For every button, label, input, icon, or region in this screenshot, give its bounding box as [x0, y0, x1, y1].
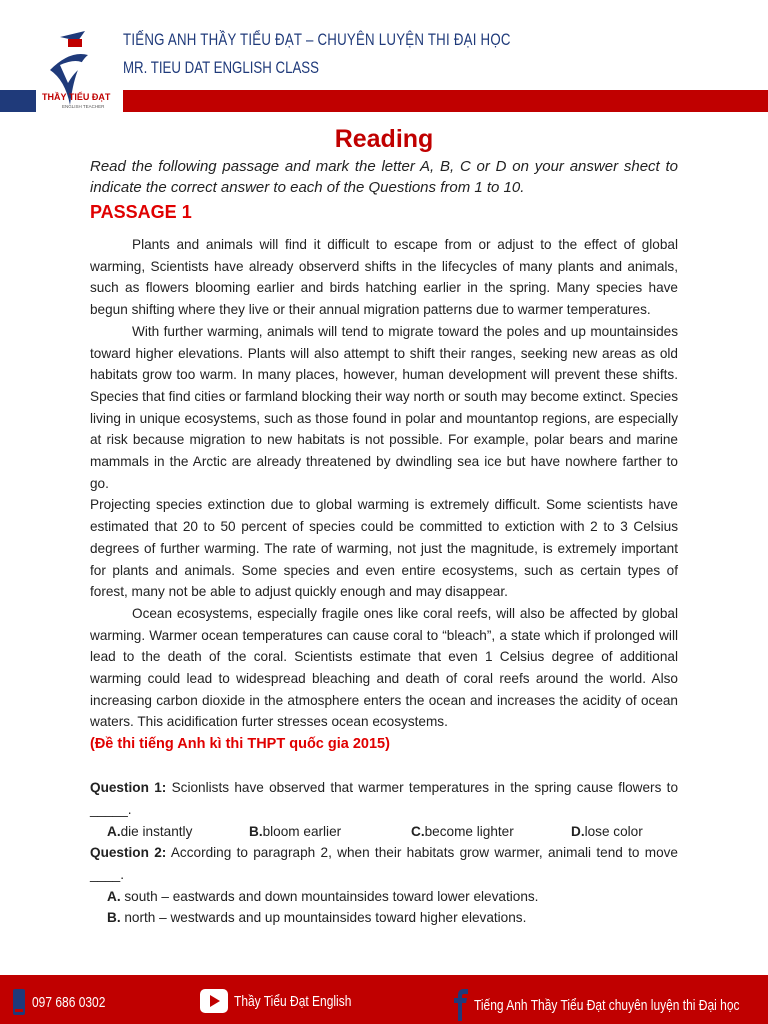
footer-youtube[interactable]: Thầy Tiểu Đạt English [200, 989, 381, 1013]
question-1 [90, 777, 678, 820]
youtube-icon [200, 989, 228, 1013]
question-1-options [90, 821, 678, 843]
footer-facebook[interactable]: Tiếng Anh Thầy Tiểu Đạt chuyên luyện thi Đại học [452, 989, 768, 1021]
option-b[interactable]: B.bloom earlier [249, 823, 342, 839]
question-text: According to paragraph 2, when their habitats grow warmer, animali tend to move ____. [90, 845, 678, 882]
page-title: Reading [334, 125, 434, 153]
facebook-icon [452, 989, 468, 1021]
option-d[interactable]: D.lose color [571, 823, 643, 839]
question-text: Scionlists have observed that warmer temperatures in the spring cause flowers to _____. [90, 780, 678, 817]
paragraph-3: Projecting species extinction due to global warming is extremely difficult. Some scientists have estimated that 20 to 50 percent of species could be committed to extiction with 2 to 3 Celsius degrees of further warming. The rate of warming, not just the magnitude, is extremely important for plants and animals. Some species and even entire ecosystems, such as certain types of forest, many not be able to adjust quickly enough and may disappear. [90, 497, 678, 600]
option-a[interactable]: A.die instantly [107, 823, 193, 839]
footer [0, 975, 768, 1024]
paragraph-4: Ocean ecosystems, especially fragile ones like coral reefs, will also be affected by global warming. Warmer ocean temperatures can cause coral to “bleach”, a state which if prolonged will lead to the death of the coral. Scientists estimate that even 1 Celsius degree of additional warming could lead to widespread bleaching and death of coral reefs around the world. Also increasing carbon dioxide in the atmosphere enters the ocean and increases the acidity of ocean waters. This acidification furter stresses ocean ecosystems. [90, 605, 678, 730]
question-2 [90, 842, 678, 885]
header-title: TIẾNG ANH THẦY TIỂU ĐẠT – CHUYÊN LUYỆN THI ĐẠI HỌC [123, 30, 511, 49]
red-header-bar [123, 90, 768, 112]
option-c[interactable]: C.become lighter [411, 823, 514, 839]
paragraph-1: Plants and animals will find it difficult to escape from or adjust to the effect of global warming, Scientists have already observerd shifts in the lifecycles of many plants and animals, such as flowers blooming earlier and birds hatching earlier in the spring. Many species have begun shifting where they live or their annual migration patterns due to warmer temperatures. [90, 237, 678, 318]
phone-icon [12, 989, 26, 1015]
instruction: Read the following passage and mark the letter A, B, C or D on your answer shect to indicate the correct answer to each of the Questions from 1 to 10. [90, 158, 678, 196]
footer-phone: 097 686 0302 [12, 989, 124, 1015]
paragraph-2: With further warming, animals will tend to migrate toward the poles and up mountainsides toward higher elevations. Plants will also attempt to shift their ranges, seeking new areas as old habitats grow too warm. In many places, however, human development will prevent these shifts. Species that find cities or farmland blocking their way north or south may become extinct. Species living in unique ecosystems, such as those found in polar and mountantop regions, are especially at risk because migration to new habitats is not possible. For example, polar bears and marine mammals in the Arctic are already threatened by dwindling sea ice but have nowhere farther to go. [90, 323, 678, 491]
option-b[interactable]: B. north – westwards and up mountainsides toward higher elevations. [107, 910, 527, 926]
passage-label: PASSAGE 1 [90, 202, 192, 222]
logo-subtext: ENGLISH TEACHER [62, 104, 105, 109]
document-body [90, 122, 678, 929]
source-citation: (Đề thi tiếng Anh kì thi THPT quốc gia 2015) [90, 736, 390, 753]
question-label: Question 2: [90, 845, 167, 861]
blue-header-bar [0, 90, 36, 112]
header-subtitle: MR. TIEU DAT ENGLISH CLASS [123, 58, 319, 77]
option-a[interactable]: A. south – eastwards and down mountainsides toward lower elevations. [107, 888, 539, 904]
question-label: Question 1: [90, 780, 167, 796]
logo-text: THẦY TIỂU ĐẠT [42, 92, 111, 102]
